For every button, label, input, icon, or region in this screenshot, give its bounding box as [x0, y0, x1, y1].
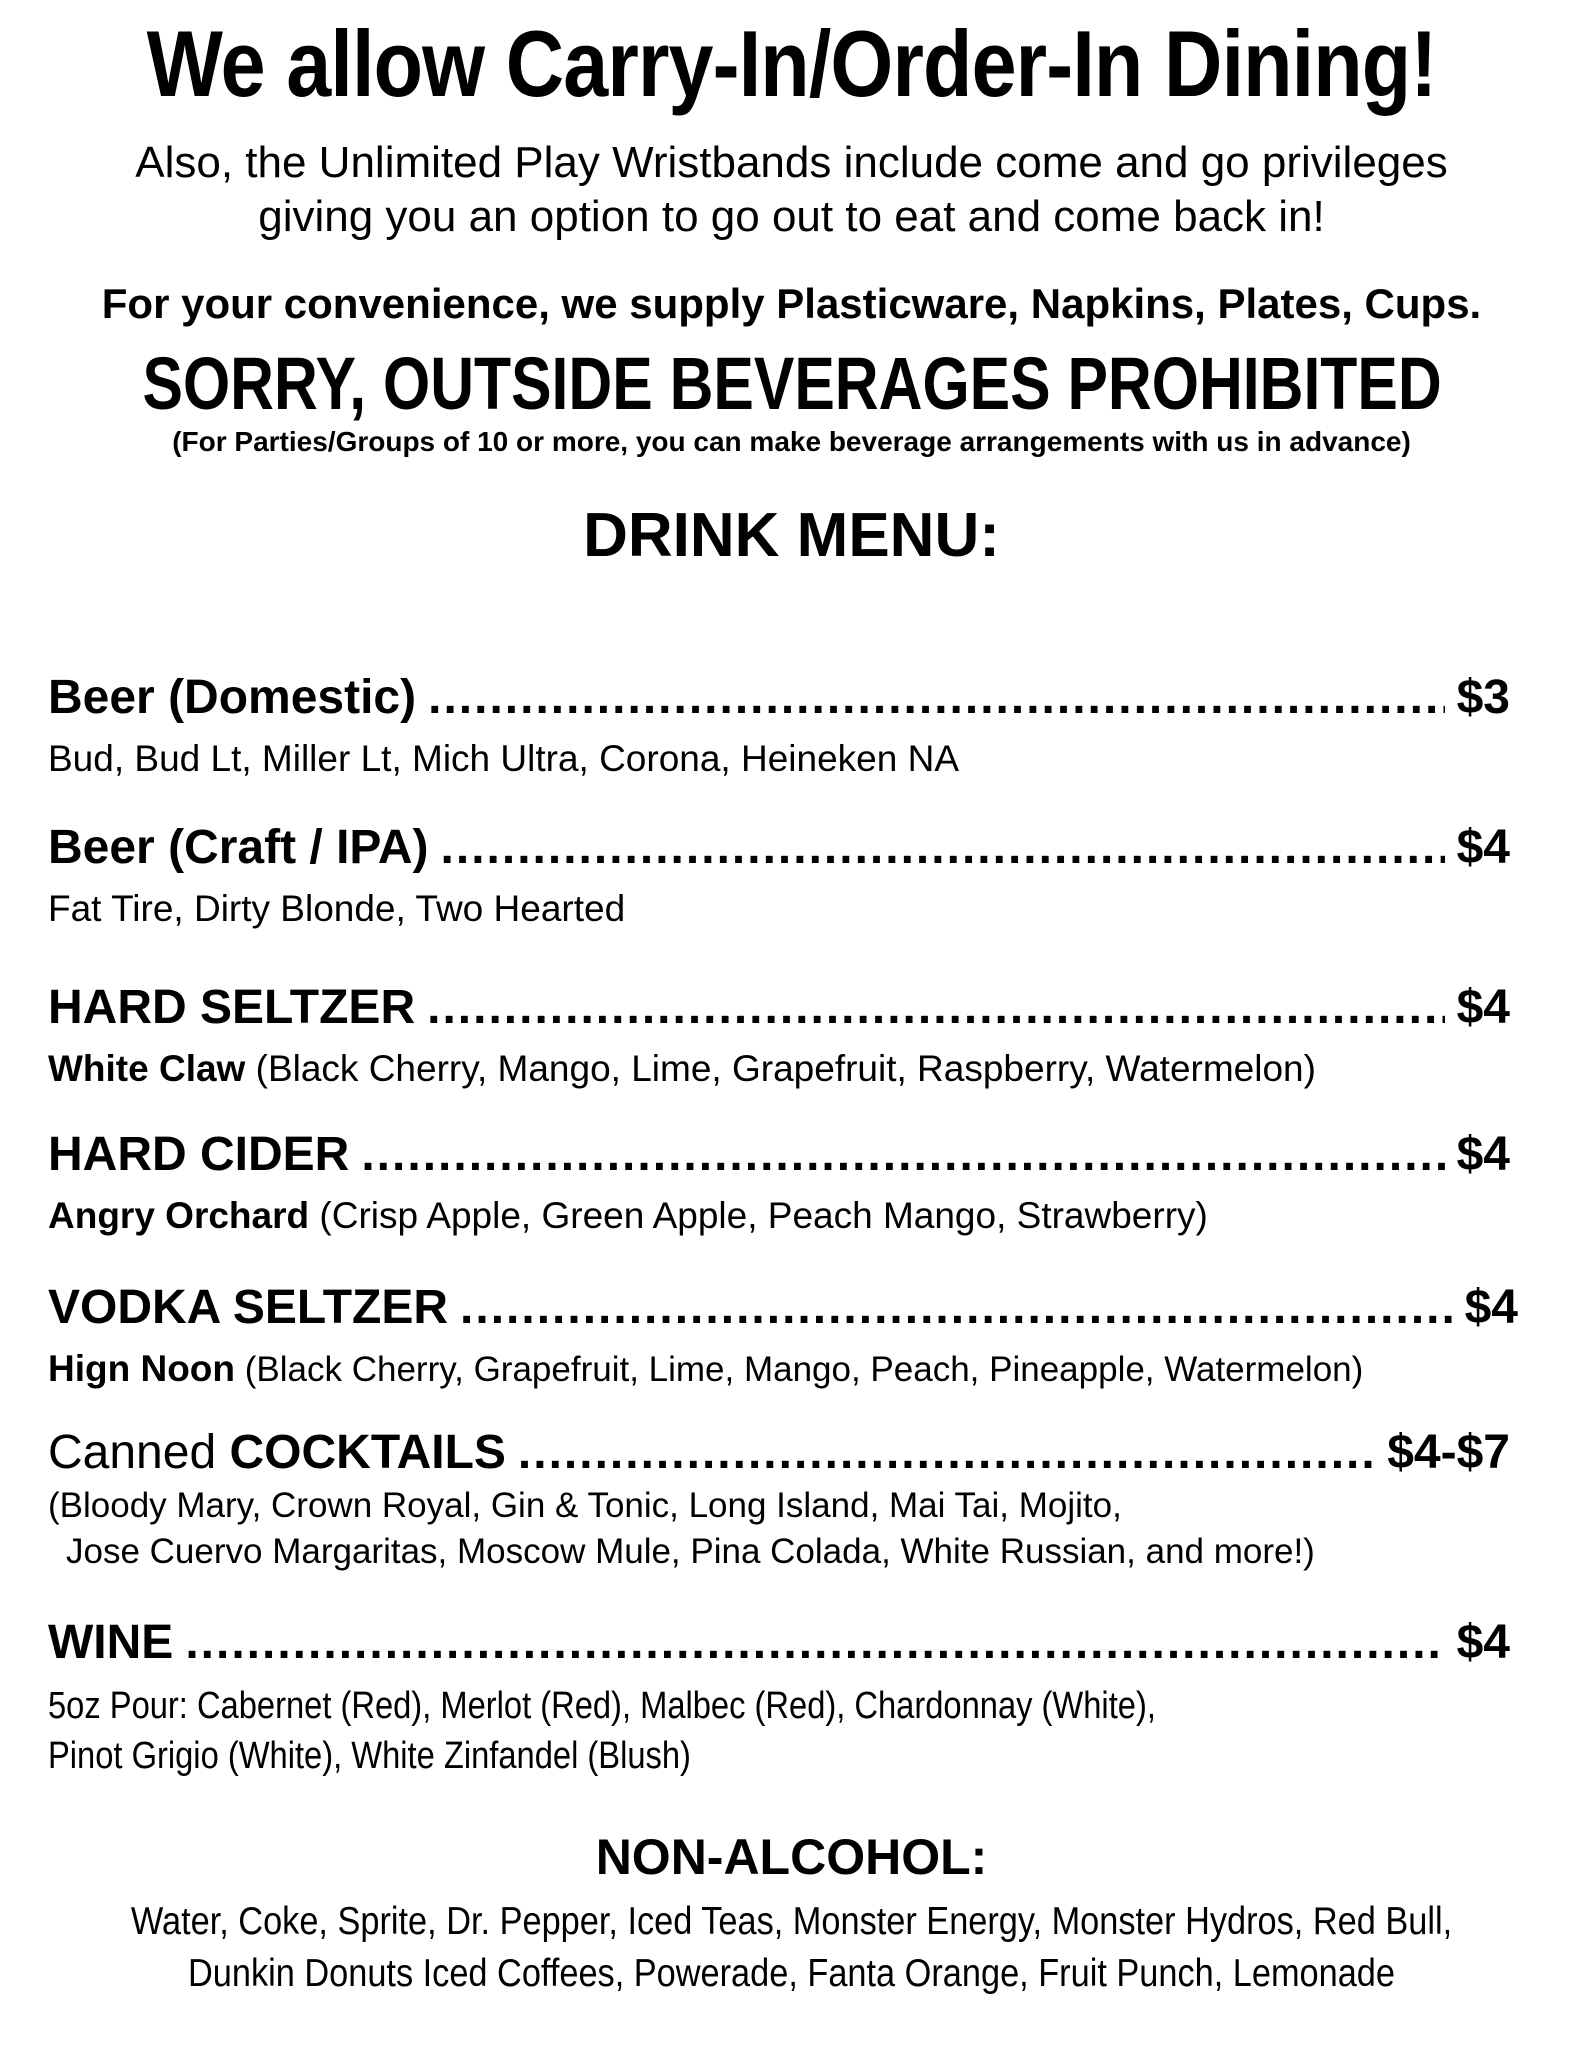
item-name — [48, 1425, 506, 1481]
item-price: $4 — [1456, 981, 1510, 1034]
non-alcohol-list — [95, 1896, 1488, 2000]
convenience-note: For your convenience, we supply Plasticware, Napkins, Plates, Cups. — [101, 280, 1482, 327]
menu-item-hard-seltzer — [48, 980, 1510, 1092]
item-flavors: (Black Cherry, Mango, Lime, Grapefruit, Raspberry, Watermelon) — [255, 1048, 1316, 1089]
menu-item-vodka-seltzer — [48, 1280, 1518, 1393]
item-description: Bud, Bud Lt, Miller Lt, Mich Ultra, Corona, Heineken NA — [48, 738, 959, 779]
menu-item-hard-cider — [48, 1127, 1510, 1239]
item-name-prefix: Canned — [48, 1426, 217, 1479]
dot-leader — [361, 1127, 1444, 1183]
item-name: HARD SELTZER — [48, 981, 416, 1034]
item-description — [48, 1681, 1305, 1781]
item-description — [48, 1193, 1510, 1239]
item-flavors: (Black Cherry, Grapefruit, Lime, Mango, Peach, Pineapple, Watermelon) — [244, 1350, 1364, 1389]
item-price: $4 — [1456, 1128, 1510, 1181]
intro-line-1: Also, the Unlimited Play Wristbands include come and go privileges — [135, 138, 1448, 187]
menu-item-canned-cocktails — [48, 1425, 1510, 1575]
item-flavors: (Crisp Apple, Green Apple, Peach Mango, Strawberry) — [319, 1195, 1208, 1236]
item-description — [48, 1046, 1510, 1092]
item-brand: Hign Noon — [48, 1348, 236, 1389]
dot-leader — [185, 1615, 1444, 1671]
prohibited-notice: SORRY, OUTSIDE BEVERAGES PROHIBITED — [142, 342, 1442, 425]
drink-menu-title: DRINK MENU: — [583, 501, 1000, 570]
parties-note: (For Parties/Groups of 10 or more, you can make beverage arrangements with us in advance) — [172, 426, 1411, 457]
item-name-main: COCKTAILS — [229, 1426, 506, 1479]
item-price: $3 — [1456, 671, 1510, 724]
item-brand: Angry Orchard — [48, 1195, 310, 1236]
non-alcohol-title: NON-ALCOHOL: — [595, 1829, 988, 1885]
intro-text — [0, 136, 1583, 244]
item-description: Fat Tire, Dirty Blonde, Two Hearted — [48, 888, 626, 929]
item-price: $4 — [1464, 1281, 1518, 1334]
dot-leader — [460, 1280, 1453, 1336]
dot-leader — [427, 980, 1445, 1036]
item-description-line-1: (Bloody Mary, Crown Royal, Gin & Tonic, Long Island, Mai Tai, Mojito, — [48, 1486, 1122, 1525]
item-name: WINE — [48, 1616, 174, 1669]
item-name: VODKA SELTZER — [48, 1281, 449, 1334]
item-description-line-1: 5oz Pour: Cabernet (Red), Merlot (Red), Malbec (Red), Chardonnay (White), — [48, 1685, 1156, 1727]
headline: We allow Carry-In/Order-In Dining! — [146, 11, 1437, 116]
item-description — [48, 1346, 1518, 1393]
item-brand: White Claw — [48, 1048, 246, 1089]
item-name: Beer (Domestic) — [48, 671, 417, 724]
intro-line-2: giving you an option to go out to eat and come back in! — [258, 192, 1325, 241]
dot-leader — [518, 1425, 1375, 1481]
item-price: $4 — [1456, 821, 1510, 874]
non-alcohol-line-1: Water, Coke, Sprite, Dr. Pepper, Iced Teas, Monster Energy, Monster Hydros, Red Bull, — [130, 1900, 1453, 1943]
menu-item-beer-craft — [48, 820, 1510, 932]
item-name: HARD CIDER — [48, 1128, 350, 1181]
item-price: $4-$7 — [1387, 1426, 1510, 1479]
menu-item-beer-domestic — [48, 670, 1510, 782]
dot-leader — [428, 670, 1445, 726]
dot-leader — [441, 820, 1445, 876]
item-description — [48, 1483, 1510, 1575]
non-alcohol-line-2: Dunkin Donuts Iced Coffees, Powerade, Fanta Orange, Fruit Punch, Lemonade — [187, 1952, 1395, 1995]
item-description-line-2: Pinot Grigio (White), White Zinfandel (Blush) — [48, 1735, 691, 1777]
item-price: $4 — [1456, 1616, 1510, 1669]
menu-item-wine — [48, 1615, 1510, 1781]
item-description-line-2: Jose Cuervo Margaritas, Moscow Mule, Pina Colada, White Russian, and more!) — [66, 1532, 1315, 1571]
item-name: Beer (Craft / IPA) — [48, 821, 429, 874]
